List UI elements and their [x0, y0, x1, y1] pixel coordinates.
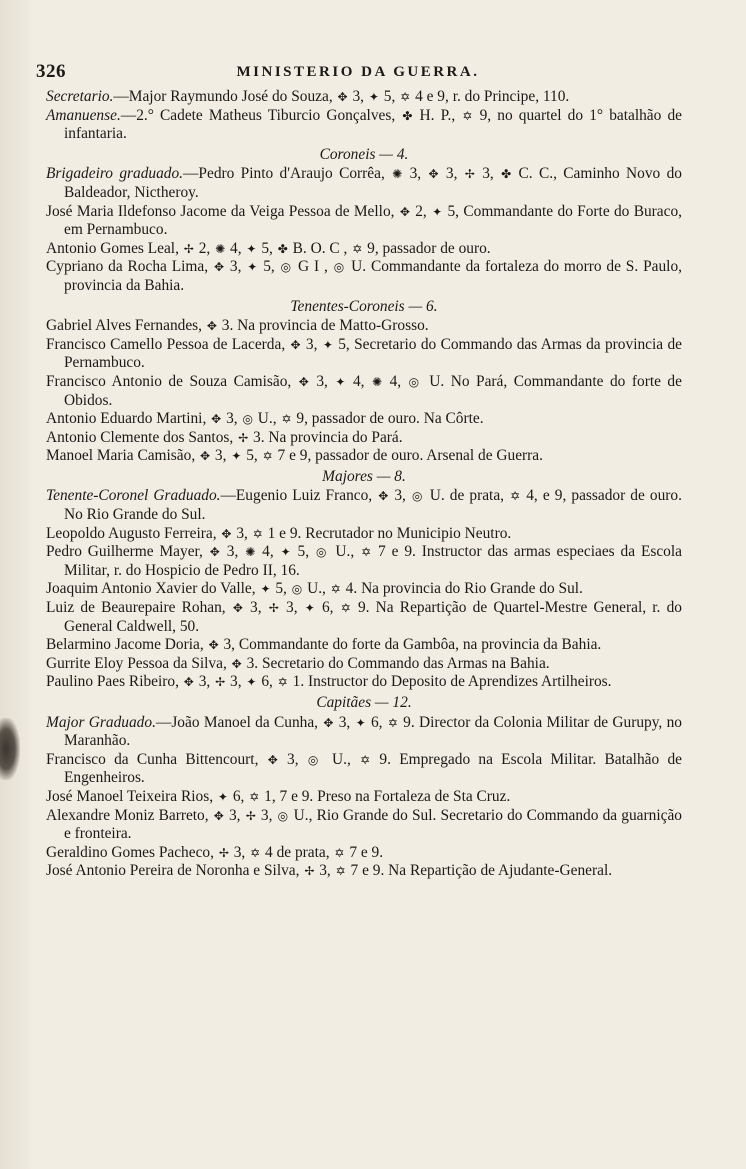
sections-block: [46, 146, 682, 881]
roster-entry: [46, 203, 682, 240]
star-decoration-icon: ✡: [250, 845, 261, 860]
entry-text: José Manoel Teixeira Rios, ✦ 6, ✡ 1, 7 e 9. Preso na Fortaleza de Sta Cruz.: [46, 787, 511, 805]
rose-decoration-icon: ✥: [211, 412, 222, 427]
rose-decoration-icon: ✥: [209, 545, 220, 560]
entry-text: —Eugenio Luiz Franco, ✥ 3, ◎ U. de prata, ✡ 4, e 9, passador de ouro. No Rio Grande do Sul.: [64, 487, 682, 524]
rose-decoration-icon: ✥: [221, 526, 232, 541]
entry-rank: Amanuense.: [46, 106, 121, 124]
roster-entry: [46, 447, 682, 466]
page-title: MINISTERIO DA GUERRA.: [236, 64, 480, 80]
medal-decoration-icon: ✦: [246, 675, 257, 690]
rose-decoration-icon: ✥: [428, 167, 439, 182]
cross-decoration-icon: ✢: [215, 675, 226, 690]
entry-text: Gabriel Alves Fernandes, ✥ 3. Na provincia de Matto-Grosso.: [46, 317, 429, 335]
roster-entry: [46, 373, 682, 410]
roster-entry: [46, 543, 682, 580]
star-decoration-icon: ✡: [262, 449, 273, 464]
entry-text: Alexandre Moniz Barreto, ✥ 3, ✢ 3, ◎ U., Rio Grande do Sul. Secretario do Commando da guarnição e fronteira.: [46, 806, 682, 843]
entry-text: Pedro Guilherme Mayer, ✥ 3, ✺ 4, ✦ 5, ◎ U., ✡ 7 e 9. Instructor das armas especiaes da Escola Militar, r. do Hospicio de Pedro II, 16.: [46, 543, 682, 579]
medal-decoration-icon: ✦: [280, 545, 291, 560]
entry-text: Francisco da Cunha Bittencourt, ✥ 3, ◎ U., ✡ 9. Empregado na Escola Militar. Batalhão de Engenheiros.: [46, 750, 682, 787]
roster-entry: [46, 429, 682, 448]
rose-decoration-icon: ✥: [213, 808, 224, 823]
cross-decoration-icon: ✢: [238, 430, 249, 445]
star-decoration-icon: ✡: [400, 90, 411, 104]
star-decoration-icon: ✡: [387, 715, 398, 730]
medal-decoration-icon: ✦: [368, 90, 379, 104]
document-body: [46, 88, 682, 881]
entry-text: Paulino Paes Ribeiro, ✥ 3, ✢ 3, ✦ 6, ✡ 1. Instructor do Deposito de Aprendizes Artilheiros.: [46, 673, 612, 691]
ink-blot: [0, 718, 20, 780]
star-decoration-icon: ✡: [277, 675, 288, 690]
rose-decoration-icon: ✥: [213, 260, 224, 275]
entry-text: Leopoldo Augusto Ferreira, ✥ 3, ✡ 1 e 9. Recrutador no Municipio Neutro.: [46, 524, 512, 542]
star-decoration-icon: ✡: [334, 845, 345, 860]
intro-block: [46, 88, 682, 144]
roster-entry: [46, 751, 682, 788]
entry-text: Francisco Antonio de Souza Camisão, ✥ 3, ✦ 4, ✺ 4, ◎ U. No Pará, Commandante do forte de Obidos.: [46, 372, 682, 409]
cross-decoration-icon: ✢: [245, 808, 256, 823]
roster-entry: [46, 580, 682, 599]
section-heading: Majores — 8.: [322, 467, 406, 485]
entry-rank: Major Graduado.: [46, 713, 156, 731]
roster-entry: [46, 862, 682, 881]
entry-rank: Tenente-Coronel Graduado.: [46, 487, 221, 505]
roster-entry: [46, 88, 682, 107]
rose-decoration-icon: ✥: [206, 319, 217, 334]
circled-dot-icon: ◎: [242, 412, 253, 427]
binding-gutter: [0, 0, 30, 1169]
circled-dot-icon: ◎: [411, 489, 424, 504]
roster-entry: [46, 258, 682, 295]
rose-decoration-icon: ✥: [378, 489, 389, 504]
star-decoration-icon: ✡: [330, 582, 341, 597]
seal-decoration-icon: ✺: [392, 167, 403, 182]
section-heading: Capitães — 12.: [316, 694, 412, 711]
circled-dot-icon: ◎: [307, 752, 323, 767]
roster-entry: [46, 844, 682, 863]
circled-dot-icon: ◎: [408, 374, 422, 389]
rose-decoration-icon: ✥: [298, 374, 309, 389]
circled-dot-icon: ◎: [315, 545, 329, 560]
rose-decoration-icon: ✥: [399, 204, 410, 219]
medal-decoration-icon: ✦: [231, 449, 242, 464]
cross-decoration-icon: ✢: [218, 845, 229, 860]
roster-entry: [46, 525, 682, 544]
circled-dot-icon: ◎: [333, 260, 346, 275]
page-header: [36, 61, 680, 83]
rose-decoration-icon: ✥: [231, 656, 242, 671]
rose-decoration-icon: ✥: [290, 337, 301, 352]
entry-text: Antonio Gomes Leal, ✢ 2, ✺ 4, ✦ 5, ✤ B. O. C , ✡ 9, passador de ouro.: [46, 239, 491, 257]
cross-decoration-icon: ✢: [304, 864, 315, 879]
rose-decoration-icon: ✥: [183, 675, 194, 690]
entry-text: Gurrite Eloy Pessoa da Silva, ✥ 3. Secretario do Commando das Armas na Bahia.: [46, 654, 550, 672]
seal-decoration-icon: ✺: [215, 241, 226, 256]
roster-entry: [46, 487, 682, 524]
rose-decoration-icon: ✥: [208, 638, 219, 653]
cross-decoration-icon: ✤: [402, 108, 413, 123]
entry-text: —2.° Cadete Matheus Tiburcio Gonçalves, ✤ H. P., ✡ 9, no quartel do 1° batalhão de infantaria.: [64, 106, 683, 143]
entry-text: —João Manoel da Cunha, ✥ 3, ✦ 6, ✡ 9. Director da Colonia Militar de Gurupy, no Maranhão.: [64, 713, 682, 750]
entry-text: Cypriano da Rocha Lima, ✥ 3, ✦ 5, ◎ G I , ◎ U. Commandante da fortaleza do morro de S. Paulo, provincia da Bahia.: [46, 258, 682, 294]
rose-decoration-icon: ✥: [232, 601, 243, 616]
entry-text: Joaquim Antonio Xavier do Valle, ✦ 5, ◎ U., ✡ 4. Na provincia do Rio Grande do Sul.: [46, 580, 583, 598]
rose-decoration-icon: ✥: [267, 752, 278, 767]
cross-decoration-icon: ✢: [464, 167, 475, 182]
roster-entry: [46, 599, 682, 636]
star-decoration-icon: ✡: [281, 412, 292, 427]
entry-text: —Major Raymundo José do Souza, ✥ 3, ✦ 5, ✡ 4 e 9, r. do Principe, 110.: [113, 88, 570, 105]
seal-decoration-icon: ✺: [372, 374, 383, 389]
roster-entry: [46, 655, 682, 674]
star-decoration-icon: ✡: [252, 526, 263, 541]
medal-decoration-icon: ✦: [432, 204, 443, 219]
circled-dot-icon: ◎: [291, 582, 303, 597]
medal-decoration-icon: ✦: [246, 241, 257, 256]
roster-entry: [46, 714, 682, 751]
entry-text: Manoel Maria Camisão, ✥ 3, ✦ 5, ✡ 7 e 9, passador de ouro. Arsenal de Guerra.: [46, 447, 543, 465]
medal-decoration-icon: ✦: [260, 582, 271, 597]
circled-dot-icon: ◎: [277, 808, 289, 823]
entry-rank: Secretario.: [46, 88, 114, 105]
star-decoration-icon: ✡: [360, 752, 371, 767]
entry-text: —Pedro Pinto d'Araujo Corrêa, ✺ 3, ✥ 3, ✢ 3, ✤ C. C., Caminho Novo do Baldeador, Nictheroy.: [64, 165, 682, 201]
roster-entry: [46, 336, 682, 373]
star-decoration-icon: ✡: [352, 241, 363, 256]
star-decoration-icon: ✡: [249, 789, 260, 804]
roster-entry: [46, 240, 682, 259]
medal-decoration-icon: ✦: [322, 337, 333, 352]
star-decoration-icon: ✡: [462, 108, 473, 123]
entry-text: José Antonio Pereira de Noronha e Silva, ✢ 3, ✡ 7 e 9. Na Repartição de Ajudante-General.: [46, 862, 613, 880]
star-decoration-icon: ✡: [340, 601, 351, 616]
star-decoration-icon: ✡: [335, 864, 346, 879]
section-heading: Coroneis — 4.: [319, 145, 409, 163]
section-heading: Tenentes-Coroneis — 6.: [290, 297, 438, 315]
entry-text: Geraldino Gomes Pacheco, ✢ 3, ✡ 4 de prata, ✡ 7 e 9.: [46, 843, 384, 861]
roster-entry: [46, 410, 682, 429]
rose-decoration-icon: ✥: [323, 715, 334, 730]
cross-decoration-icon: ✢: [183, 241, 194, 256]
circled-dot-icon: ◎: [280, 260, 293, 275]
rose-decoration-icon: ✥: [337, 90, 348, 104]
medal-decoration-icon: ✦: [304, 601, 315, 616]
roster-entry: [46, 673, 682, 692]
seal-decoration-icon: ✺: [245, 545, 256, 560]
roster-entry: [46, 317, 682, 336]
cross-decoration-icon: ✢: [268, 601, 279, 616]
entry-text: Belarmino Jacome Doria, ✥ 3, Commandante do forte da Gambôa, na provincia da Bahia.: [46, 636, 602, 654]
medal-decoration-icon: ✦: [247, 260, 258, 275]
roster-entry: [46, 165, 682, 202]
entry-text: Antonio Eduardo Martini, ✥ 3, ◎ U., ✡ 9, passador de ouro. Na Côrte.: [46, 410, 484, 428]
entry-text: José Maria Ildefonso Jacome da Veiga Pessoa de Mello, ✥ 2, ✦ 5, Commandante do Forte do Buraco, em Pernambuco.: [46, 202, 682, 239]
roster-entry: [46, 636, 682, 655]
star-decoration-icon: ✡: [510, 489, 521, 504]
roster-entry: [46, 807, 682, 844]
entry-text: Antonio Clemente dos Santos, ✢ 3. Na provincia do Pará.: [46, 428, 403, 446]
cross-decoration-icon: ✤: [501, 167, 512, 182]
entry-text: Francisco Camello Pessoa de Lacerda, ✥ 3, ✦ 5, Secretario do Commando das Armas da provincia de Pernambuco.: [46, 335, 682, 372]
roster-entry: [46, 107, 682, 144]
medal-decoration-icon: ✦: [355, 715, 366, 730]
entry-rank: Brigadeiro graduado.: [46, 165, 184, 183]
rose-decoration-icon: ✥: [200, 449, 211, 464]
medal-decoration-icon: ✦: [335, 374, 346, 389]
cross-decoration-icon: ✤: [277, 241, 288, 256]
page-number: 326: [36, 61, 66, 82]
roster-entry: [46, 788, 682, 807]
entry-text: Luiz de Beaurepaire Rohan, ✥ 3, ✢ 3, ✦ 6, ✡ 9. Na Repartição de Quartel-Mestre General, r. do General Caldwell, 50.: [46, 599, 682, 635]
medal-decoration-icon: ✦: [217, 789, 228, 804]
star-decoration-icon: ✡: [361, 545, 372, 560]
